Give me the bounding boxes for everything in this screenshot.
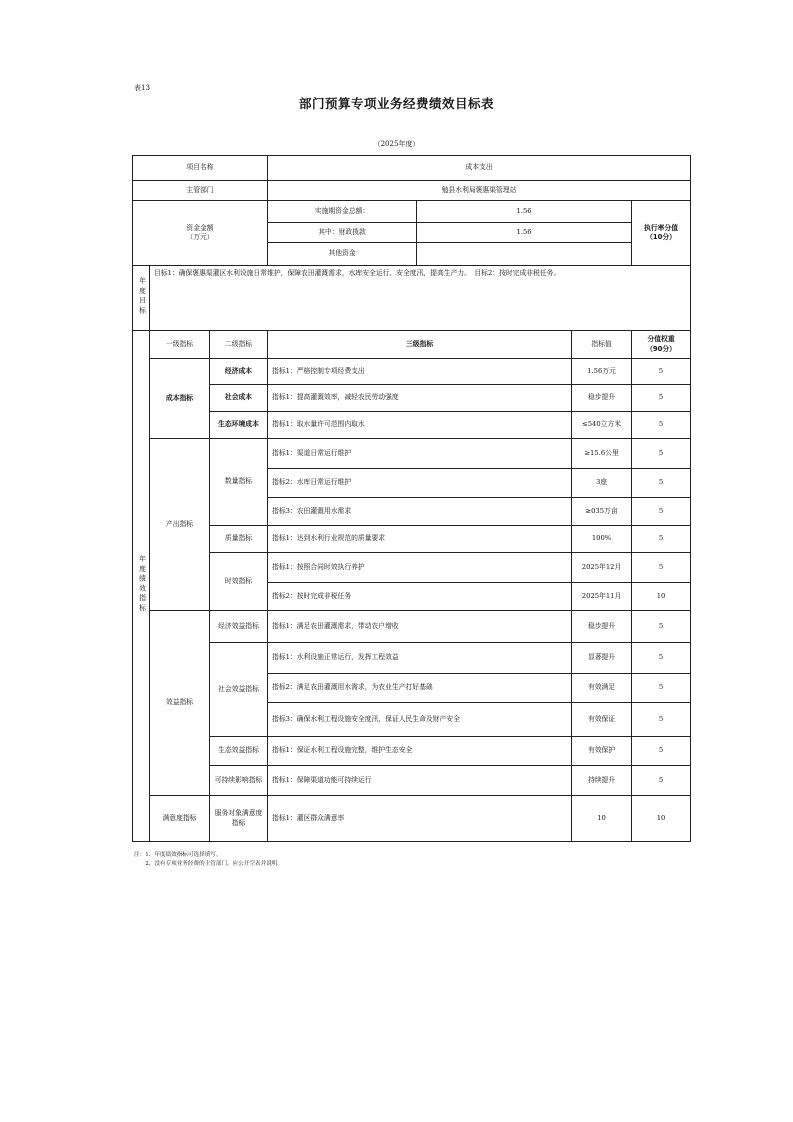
- footnote-2: 2、没有专项业务经费的主管部门，应公开空表并说明。: [134, 860, 283, 867]
- table-row: [133, 385, 691, 412]
- indicator-text: 指标1：水利设施正常运行，发挥工程效益: [268, 643, 572, 674]
- performance-target-table: [132, 155, 691, 842]
- indicator-value: 有效保证: [572, 703, 632, 737]
- header-weight: [632, 331, 691, 359]
- indicator-weight: 5: [632, 553, 691, 583]
- indicator-text: 指标1：按照合同时效执行养护: [268, 553, 572, 583]
- sub-service: 服务对象满意度指标: [210, 796, 268, 842]
- project-name-label: 项目名称: [133, 156, 268, 181]
- indicator-value: ≤540立方米: [572, 412, 632, 439]
- indicators-side-label: [133, 331, 150, 842]
- indicator-header-row: [133, 331, 691, 359]
- indicator-text: 指标1：灌区群众满意率: [268, 796, 572, 842]
- table-row: [133, 611, 691, 643]
- indicator-value: 有效满足: [572, 674, 632, 703]
- indicator-value: 3座: [572, 469, 632, 498]
- sub-quality: 质量指标: [210, 526, 268, 553]
- indicator-weight: 5: [632, 359, 691, 385]
- funds-fiscal-value: 1.56: [417, 223, 632, 243]
- indicator-weight: 5: [632, 703, 691, 737]
- indicator-weight: 5: [632, 643, 691, 674]
- table-row: [133, 526, 691, 553]
- indicator-value: 持续提升: [572, 766, 632, 796]
- sub-timeliness: 时效指标: [210, 553, 268, 611]
- sub-social-cost: 社会成本: [210, 385, 268, 412]
- table-row: [133, 359, 691, 385]
- funds-fiscal-label: 其中：财政拨款: [268, 223, 417, 243]
- indicator-value: 稳步提升: [572, 385, 632, 412]
- header-level1: 一级指标: [150, 331, 210, 359]
- indicator-text: 指标2：水库日常运行维护: [268, 469, 572, 498]
- group-output: 产出指标: [150, 439, 210, 611]
- annual-goal-text: 目标1：确保褒惠渠灌区水利设施日常维护，保障农田灌溉需求，水库安全运行、安全度汛，提高生产力。 目标2：按时完成非税任务。: [150, 266, 691, 331]
- indicator-text: 指标1：渠道日常运行维护: [268, 439, 572, 469]
- indicator-weight: 5: [632, 674, 691, 703]
- group-benefit: 效益指标: [150, 611, 210, 796]
- annual-goal-label-text: 年度目标: [137, 276, 146, 317]
- header-level3: 三级指标: [268, 331, 572, 359]
- department-row: [133, 181, 691, 201]
- indicator-weight: 5: [632, 526, 691, 553]
- indicator-value: 10: [572, 796, 632, 842]
- table-row: [133, 412, 691, 439]
- indicator-text: 指标1：严格控制专项经费支出: [268, 359, 572, 385]
- indicator-text: 指标3：确保水利工程设施安全度汛，保证人民生命及财产安全: [268, 703, 572, 737]
- execution-rate-line1: 执行率分值: [644, 223, 679, 232]
- indicator-weight: 10: [632, 796, 691, 842]
- indicator-value: 100%: [572, 526, 632, 553]
- indicator-text: 指标1：取水量许可范围内取水: [268, 412, 572, 439]
- fiscal-year: （2025年度）: [373, 140, 420, 148]
- funds-other-value: [417, 243, 632, 266]
- funds-other-label: 其他资金: [268, 243, 417, 266]
- indicator-weight: 10: [632, 583, 691, 611]
- indicator-value: 1.56万元: [572, 359, 632, 385]
- funds-label-line2: （万元）: [186, 233, 214, 241]
- footnotes: [134, 851, 283, 868]
- execution-rate-label: [632, 201, 691, 266]
- table-row: [133, 737, 691, 766]
- footnote-1: 注：1、年度绩效指标可选择填写。: [134, 852, 222, 858]
- funds-label-line1: 资金金额: [186, 223, 214, 232]
- table-row: [133, 766, 691, 796]
- sub-eco-benefit: 生态效益指标: [210, 737, 268, 766]
- indicator-value: 稳步提升: [572, 611, 632, 643]
- indicator-text: 指标2：按时完成非税任务: [268, 583, 572, 611]
- table-row: [133, 439, 691, 469]
- indicator-weight: 5: [632, 469, 691, 498]
- indicator-value: 显著提升: [572, 643, 632, 674]
- indicator-text: 指标1：提高灌溉效率，减轻农民劳动强度: [268, 385, 572, 412]
- header-weight-line1: 分值权重: [647, 335, 675, 344]
- header-weight-line2: （90分）: [646, 344, 676, 353]
- indicator-text: 指标1：保证水利工程设施完整，维护生态安全: [268, 737, 572, 766]
- indicator-text: 指标2：满足农田灌溉用水需求，为农业生产打好基础: [268, 674, 572, 703]
- funds-total-value: 1.56: [417, 201, 632, 223]
- indicator-value: ≥15.6公里: [572, 439, 632, 469]
- indicator-weight: 5: [632, 439, 691, 469]
- page-title: 部门预算专项业务经费绩效目标表: [298, 96, 494, 111]
- sub-eco-cost: 生态环境成本: [210, 412, 268, 439]
- sub-sustain: 可持续影响指标: [210, 766, 268, 796]
- table-row: [133, 796, 691, 842]
- indicator-text: 指标1：保障渠道功能可持续运行: [268, 766, 572, 796]
- indicator-value: 2025年11月: [572, 583, 632, 611]
- header-level2: 二级指标: [210, 331, 268, 359]
- project-name-value: 成本支出: [268, 156, 691, 181]
- indicator-weight: 5: [632, 385, 691, 412]
- indicator-weight: 5: [632, 611, 691, 643]
- annual-goal-row: [133, 266, 691, 331]
- indicator-weight: 5: [632, 498, 691, 526]
- group-satisfaction: 满意度指标: [150, 796, 210, 842]
- execution-rate-line2: （10分）: [646, 233, 676, 241]
- indicator-value: 2025年12月: [572, 553, 632, 583]
- indicator-text: 指标1：满足农田灌溉需求，带动农户增收: [268, 611, 572, 643]
- indicator-text: 指标1：达到水利行业规范的质量要求: [268, 526, 572, 553]
- indicator-weight: 5: [632, 412, 691, 439]
- funds-total-label: 实施期资金总额：: [268, 201, 417, 223]
- funds-total-row: [133, 201, 691, 223]
- table-number: 表13: [134, 84, 150, 92]
- sub-economic-cost: 经济成本: [210, 359, 268, 385]
- department-label: 主管部门: [133, 181, 268, 201]
- sub-social-benefit: 社会效益指标: [210, 643, 268, 737]
- sub-economic-benefit: 经济效益指标: [210, 611, 268, 643]
- group-cost: 成本指标: [150, 359, 210, 439]
- header-value: 指标值: [572, 331, 632, 359]
- indicator-weight: 5: [632, 766, 691, 796]
- indicator-weight: 5: [632, 737, 691, 766]
- annual-goal-label: [133, 266, 150, 331]
- indicator-text: 指标3：农田灌溉用水需求: [268, 498, 572, 526]
- indicators-side-label-text: 年度绩效指标: [137, 555, 146, 614]
- indicator-value: ≥035万亩: [572, 498, 632, 526]
- funds-label: [133, 201, 268, 266]
- department-value: 勉县水利局褒惠渠管理站: [268, 181, 691, 201]
- table-row: [133, 553, 691, 583]
- table-row: [133, 643, 691, 674]
- indicator-value: 有效保护: [572, 737, 632, 766]
- project-name-row: [133, 156, 691, 181]
- sub-quantity: 数量指标: [210, 439, 268, 526]
